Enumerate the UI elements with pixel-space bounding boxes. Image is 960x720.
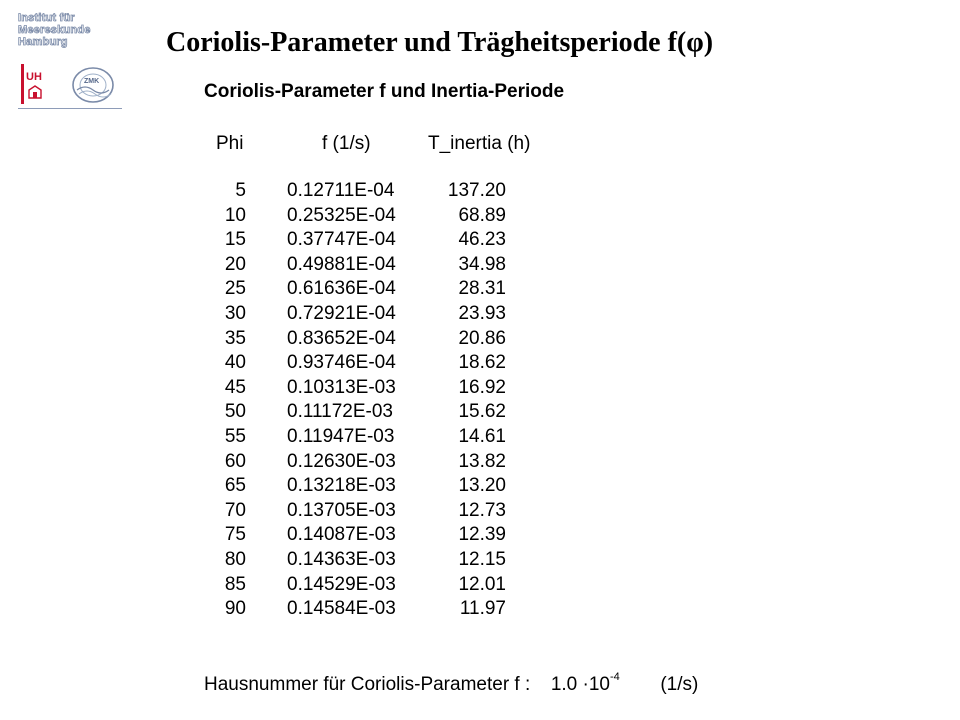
cell-f: 0.11172E-03 (287, 401, 393, 423)
table-row (0, 574, 560, 599)
cell-t-inertia: 16.92 (458, 376, 506, 398)
cell-f: 0.14363E-03 (287, 549, 396, 570)
cell-t-inertia: 12.01 (458, 573, 506, 595)
cell-f: 0.12630E-03 (287, 450, 396, 472)
logo-line-2: Meereskunde (18, 24, 91, 36)
cell-phi: 75 (224, 524, 246, 546)
cell-f: 0.49881E-04 (287, 253, 396, 275)
header-t-inertia: T_inertia (h) (428, 133, 531, 154)
cell-f: 0.10313E-03 (287, 376, 396, 398)
table-row (0, 377, 560, 402)
table-row (0, 229, 560, 254)
table-row (0, 475, 560, 500)
cell-t-inertia: 13.20 (458, 475, 506, 497)
cell-phi: 15 (224, 229, 246, 251)
cell-phi: 55 (224, 426, 246, 447)
cell-f: 0.14584E-03 (287, 598, 396, 620)
cell-phi: 80 (224, 549, 246, 570)
cell-t-inertia: 12.15 (458, 549, 506, 570)
logo-line-3: Hamburg (18, 36, 68, 48)
table-title: Coriolis-Parameter f und Inertia-Periode (204, 81, 565, 102)
cell-f: 0.12711E-04 (287, 180, 395, 201)
cell-phi: 90 (224, 598, 246, 620)
table-row (0, 549, 560, 574)
cell-t-inertia: 20.86 (458, 327, 506, 349)
cell-phi: 85 (224, 573, 246, 595)
footer-note (204, 671, 699, 696)
cell-phi: 30 (224, 303, 246, 324)
cell-t-inertia: 15.62 (458, 401, 506, 423)
cell-f: 0.72921E-04 (287, 303, 396, 324)
cell-t-inertia: 23.93 (458, 303, 506, 324)
cell-t-inertia: 68.89 (458, 204, 506, 226)
cell-t-inertia: 18.62 (458, 352, 506, 374)
institute-logo (18, 12, 122, 85)
table-row (0, 451, 560, 476)
cell-f: 0.13218E-03 (287, 475, 396, 497)
cell-f: 0.25325E-04 (287, 204, 396, 226)
cell-phi: 60 (224, 450, 246, 472)
cell-t-inertia: 46.23 (458, 229, 506, 251)
table-row (0, 500, 560, 525)
cell-phi: 5 (235, 180, 246, 201)
cell-f: 0.83652E-04 (287, 327, 396, 349)
footer-exponent: -4 (610, 671, 620, 683)
cell-phi: 35 (224, 327, 246, 349)
cell-phi: 10 (224, 204, 246, 226)
table-row (0, 205, 560, 230)
cell-phi: 45 (224, 376, 246, 398)
cell-t-inertia: 14.61 (458, 426, 506, 447)
cell-f: 0.93746E-04 (287, 352, 396, 374)
cell-f: 0.61636E-04 (287, 278, 396, 300)
cell-f: 0.14529E-03 (287, 573, 396, 595)
table-row (0, 180, 560, 205)
footer-value: 1.0 (550, 674, 578, 695)
logo-divider (18, 108, 122, 109)
table-row (0, 328, 560, 353)
cell-phi: 50 (224, 401, 246, 423)
cell-phi: 65 (224, 475, 246, 497)
cell-t-inertia: 13.82 (458, 450, 506, 472)
table-row (0, 303, 560, 328)
cell-t-inertia: 34.98 (458, 253, 506, 275)
footer-unit: (1/s) (660, 674, 699, 695)
table-row (0, 352, 560, 377)
table-row (0, 401, 560, 426)
zmk-logo-icon (71, 66, 115, 104)
cell-t-inertia: 12.73 (458, 499, 506, 521)
cell-phi: 40 (224, 352, 246, 374)
cell-t-inertia: 137.20 (447, 180, 506, 201)
table-row (0, 278, 560, 303)
table-row (0, 524, 560, 549)
header-phi: Phi (216, 133, 244, 154)
table-row (0, 426, 560, 451)
svg-text:ZMK: ZMK (84, 78, 100, 85)
cell-f: 0.14087E-03 (287, 524, 396, 546)
header-f: f (1/s) (322, 133, 371, 154)
cell-phi: 20 (224, 253, 246, 275)
page-title: Coriolis-Parameter und Trägheitsperiode f(φ) (166, 27, 714, 58)
cell-t-inertia: 11.97 (459, 598, 506, 620)
footer-label: Hausnummer für Coriolis-Parameter f : (204, 674, 531, 695)
cell-f: 0.37747E-04 (287, 229, 396, 251)
cell-t-inertia: 28.31 (458, 278, 506, 300)
table-row (0, 254, 560, 279)
logo-line-1: Institut für (18, 12, 75, 24)
uhh-logo-icon (21, 64, 51, 104)
cell-f: 0.11947E-03 (287, 426, 395, 447)
cell-phi: 70 (224, 499, 246, 521)
cell-phi: 25 (224, 278, 246, 300)
cell-t-inertia: 12.39 (458, 524, 506, 546)
cell-f: 0.13705E-03 (287, 499, 396, 521)
svg-text:UH: UH (26, 71, 42, 83)
footer-times: ·10 (582, 674, 610, 695)
table-row (0, 598, 560, 623)
